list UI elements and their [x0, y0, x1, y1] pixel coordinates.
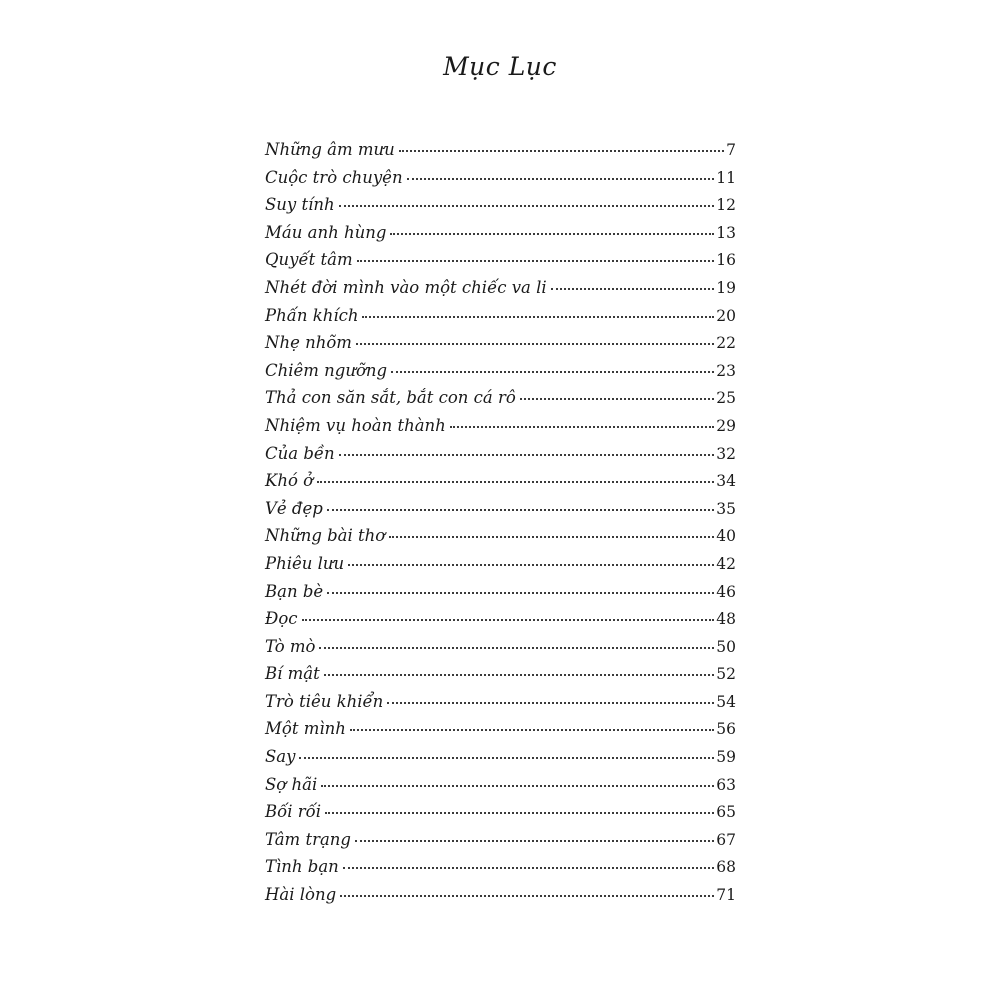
toc-entry: [265, 499, 736, 527]
toc-entry-title: Cuộc trò chuyện: [265, 167, 403, 187]
dot-leader: [319, 646, 714, 649]
toc-entry-title: Hài lòng: [265, 885, 337, 905]
toc-entry-page: 68: [716, 858, 736, 877]
toc-entry-title: Phấn khích: [265, 305, 359, 325]
toc-entry-page: 19: [716, 278, 736, 297]
toc-entry: [265, 664, 736, 692]
toc-entry-page: 40: [716, 527, 736, 546]
toc-entry: [265, 361, 736, 389]
toc-entry-page: 50: [716, 637, 736, 656]
dot-leader: [520, 397, 714, 400]
toc-entry-title: Khó ở: [265, 471, 314, 491]
dot-leader: [450, 425, 714, 428]
toc-entry-page: 32: [716, 444, 736, 463]
toc-entry: [265, 857, 736, 885]
toc-entry-page: 22: [716, 334, 736, 353]
toc-entry: [265, 195, 736, 223]
dot-leader: [389, 535, 714, 538]
toc-entry-page: 20: [716, 306, 736, 325]
dot-leader: [339, 453, 715, 456]
toc-entry-title: Nhẹ nhõm: [265, 333, 352, 353]
toc-entry: [265, 802, 736, 830]
dot-leader: [350, 728, 714, 731]
toc-entry-title: Bạn bè: [265, 581, 324, 601]
dot-leader: [551, 287, 715, 290]
toc-entry-page: 23: [716, 361, 736, 380]
toc-entry-title: Chiêm ngưỡng: [265, 360, 388, 380]
toc-entry: [265, 168, 736, 196]
dot-leader: [391, 370, 714, 373]
toc-entry-page: 13: [716, 223, 736, 242]
dot-leader: [390, 232, 714, 235]
dot-leader: [340, 894, 714, 897]
toc-entry-page: 63: [716, 775, 736, 794]
dot-leader: [343, 866, 714, 869]
dot-leader: [399, 149, 724, 152]
dot-leader: [327, 508, 714, 511]
toc-entry-title: Tâm trạng: [265, 829, 351, 849]
toc-entry-title: Tò mò: [265, 636, 316, 656]
dot-leader: [299, 756, 714, 759]
toc-entry-title: Trò tiêu khiển: [265, 691, 384, 711]
toc-entry-page: 34: [716, 472, 736, 491]
toc-entry-title: Suy tính: [265, 195, 335, 215]
toc-entry: [265, 582, 736, 610]
toc-entry: [265, 306, 736, 334]
toc-entry-title: Bí mật: [265, 664, 320, 684]
toc-entry: [265, 223, 736, 251]
toc-entry-page: 12: [716, 196, 736, 215]
table-of-contents: [265, 140, 736, 913]
dot-leader: [387, 701, 714, 704]
dot-leader: [407, 177, 715, 180]
toc-entry: [265, 278, 736, 306]
toc-entry-title: Nhét đời mình vào một chiếc va li: [265, 277, 547, 297]
toc-entry: [265, 554, 736, 582]
toc-entry-page: 16: [716, 251, 736, 270]
toc-entry-title: Sợ hãi: [265, 774, 318, 794]
dot-leader: [317, 480, 714, 483]
toc-entry: [265, 526, 736, 554]
toc-entry-title: Những âm mưu: [265, 140, 395, 159]
dot-leader: [327, 591, 714, 594]
toc-entry: [265, 388, 736, 416]
dot-leader: [325, 811, 714, 814]
toc-entry: [265, 747, 736, 775]
toc-entry: [265, 333, 736, 361]
toc-entry-title: Nhiệm vụ hoàn thành: [265, 415, 446, 435]
toc-entry-page: 29: [716, 416, 736, 435]
toc-entry: [265, 830, 736, 858]
toc-entry-page: 42: [716, 554, 736, 573]
toc-entry: [265, 885, 736, 913]
toc-entry-page: 48: [716, 610, 736, 629]
dot-leader: [339, 204, 715, 207]
toc-entry: [265, 140, 736, 168]
dot-leader: [321, 784, 714, 787]
toc-entry-page: 67: [716, 830, 736, 849]
toc-entry-page: 35: [716, 499, 736, 518]
toc-entry-title: Một mình: [265, 719, 346, 739]
toc-entry-title: Của bền: [265, 443, 335, 463]
toc-entry-title: Thả con săn sắt, bắt con cá rô: [265, 388, 516, 408]
toc-entry-title: Máu anh hùng: [265, 222, 387, 242]
toc-entry-title: Quyết tâm: [265, 250, 353, 270]
dot-leader: [362, 315, 714, 318]
toc-entry: [265, 609, 736, 637]
toc-entry-page: 65: [716, 803, 736, 822]
toc-entry-title: Say: [265, 747, 296, 767]
toc-entry: [265, 637, 736, 665]
toc-entry-page: 54: [716, 692, 736, 711]
toc-entry: [265, 775, 736, 803]
toc-entry-page: 11: [716, 168, 736, 187]
toc-entry: [265, 250, 736, 278]
toc-entry: [265, 444, 736, 472]
toc-entry-title: Những bài thơ: [265, 526, 386, 546]
dot-leader: [324, 673, 715, 676]
toc-entry-page: 46: [716, 582, 736, 601]
dot-leader: [348, 563, 714, 566]
toc-entry-title: Bối rối: [265, 802, 322, 822]
dot-leader: [356, 342, 714, 345]
dot-leader: [355, 839, 714, 842]
toc-entry-page: 25: [716, 389, 736, 408]
toc-entry-page: 56: [716, 720, 736, 739]
toc-entry-page: 52: [716, 665, 736, 684]
toc-entry-title: Vẻ đẹp: [265, 498, 323, 518]
toc-entry: [265, 416, 736, 444]
toc-entry: [265, 719, 736, 747]
page-title: Mục Lục: [443, 52, 557, 81]
toc-entry-page: 59: [716, 748, 736, 767]
toc-entry-title: Tình bạn: [265, 857, 339, 877]
toc-entry-title: Phiêu lưu: [265, 553, 345, 573]
toc-entry: [265, 471, 736, 499]
dot-leader: [357, 259, 715, 262]
dot-leader: [302, 618, 715, 621]
toc-entry-page: 7: [726, 141, 736, 159]
toc-entry-page: 71: [716, 886, 736, 905]
toc-entry: [265, 692, 736, 720]
toc-entry-title: Đọc: [265, 609, 298, 629]
